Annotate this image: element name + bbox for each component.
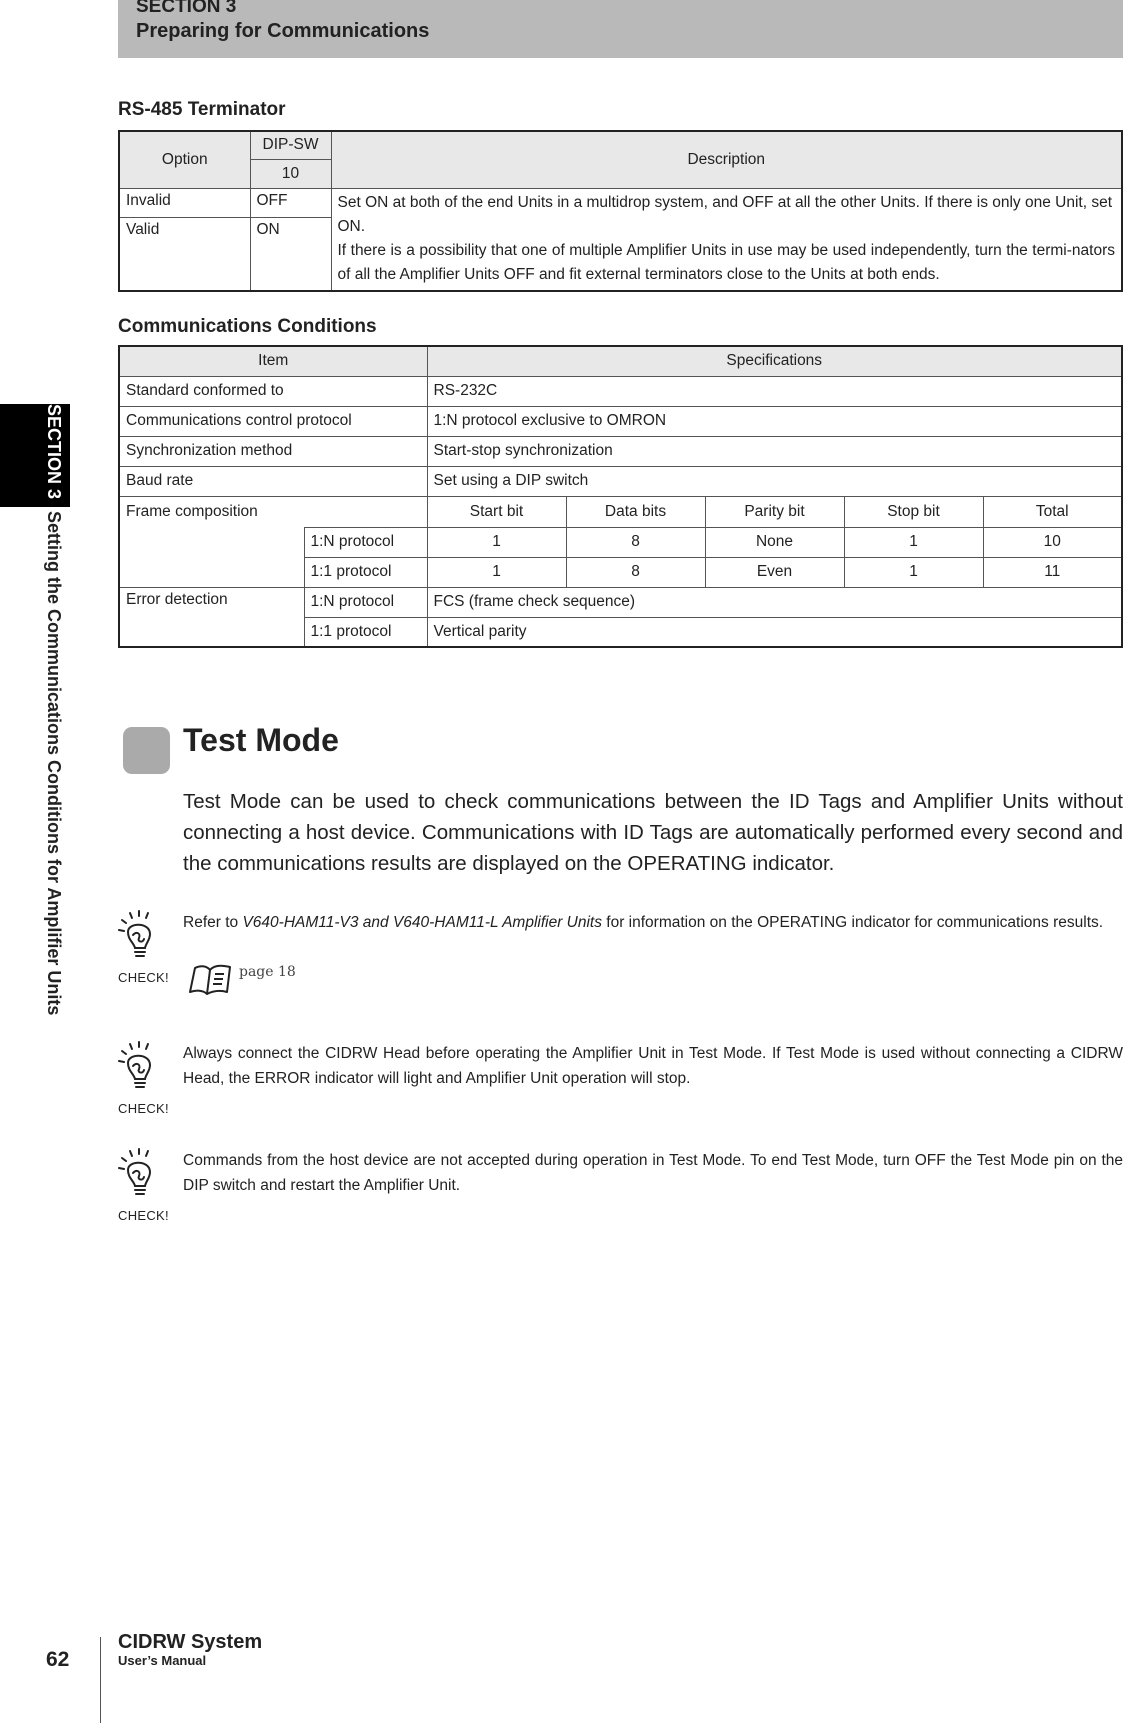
footer-divider — [100, 1637, 101, 1723]
check-lightbulb-icon — [118, 910, 173, 990]
comm-error-label: Error detection — [119, 587, 304, 647]
side-title: Setting the Communications Conditions for Amplifier Units — [44, 511, 64, 1016]
comm-standard-value: RS-232C — [427, 376, 1122, 406]
rs485-description-line2: If there is a possibility that one of multiple Amplifier Units in use may be used independently, turn the termi-nators of all the Amplifier Units OFF and fit external terminators close to the Units at both ends. — [337, 241, 1115, 283]
footer-product: CIDRW System — [118, 1631, 263, 1653]
test-mode-title: Test Mode — [183, 722, 339, 758]
section-marker-icon — [123, 727, 170, 774]
side-section-label: SECTION 3 — [44, 404, 64, 500]
comm-header-item: Item — [119, 346, 427, 376]
comm-baud-value: Set using a DIP switch — [427, 466, 1122, 496]
frame-header-parity-bit: Parity bit — [705, 496, 844, 527]
comm-sync-value: Start-stop synchronization — [427, 436, 1122, 466]
check-label: CHECK! — [118, 1208, 169, 1223]
rs485-description — [331, 188, 1122, 291]
rs485-dip-off: OFF — [250, 188, 331, 217]
page-reference[interactable] — [187, 962, 296, 1001]
comm-title: Communications Conditions — [118, 316, 377, 337]
comm-table — [118, 345, 1123, 648]
note-3-text: Commands from the host device are not accepted during operation in Test Mode. To end Test Mode, turn OFF the Test Mode pin on the DIP switch and restart the Amplifier Unit. — [183, 1152, 1123, 1194]
page-header — [118, 0, 1123, 58]
rs485-table — [118, 130, 1123, 292]
rs485-dip-on: ON — [250, 217, 331, 290]
frame-header-data-bits: Data bits — [566, 496, 705, 527]
frame-cell: 8 — [566, 527, 705, 557]
comm-standard-label: Standard conformed to — [119, 376, 427, 406]
footer-manual: User’s Manual — [118, 1653, 207, 1668]
frame-header-start-bit: Start bit — [427, 496, 566, 527]
frame-cell: 1 — [427, 557, 566, 587]
frame-row-name: 1:N protocol — [304, 527, 427, 557]
frame-cell: 1 — [844, 557, 983, 587]
frame-row-name: 1:1 protocol — [304, 557, 427, 587]
table-row — [119, 587, 1122, 617]
frame-header-total: Total — [983, 496, 1122, 527]
comm-protocol-label: Communications control protocol — [119, 406, 427, 436]
frame-cell: 11 — [983, 557, 1122, 587]
frame-cell: 8 — [566, 557, 705, 587]
header-section-title: Preparing for Communications — [136, 20, 430, 42]
table-row — [119, 527, 1122, 557]
comm-header-spec: Specifications — [427, 346, 1122, 376]
rs485-header-option: Option — [119, 131, 250, 188]
note-1-text: Refer to V640-HAM11-V3 and V640-HAM11-L Amplifier Units for information on the OPERATING indicator for communications results. — [183, 914, 1104, 931]
comm-baud-label: Baud rate — [119, 466, 427, 496]
frame-cell: Even — [705, 557, 844, 587]
comm-sync-label: Synchronization method — [119, 436, 427, 466]
test-mode-body: Test Mode can be used to check communications between the ID Tags and Amplifier Units without connecting a host device. Communications with ID Tags are automatically performed every second and the communications results are displayed on the OPERATING indicator. — [183, 790, 1123, 875]
error-row-name: 1:N protocol — [304, 587, 427, 617]
rs485-option-valid: Valid — [119, 217, 250, 290]
comm-frame-label: Frame composition — [119, 496, 427, 527]
note-1-reference: V640-HAM11-V3 and V640-HAM11-L Amplifier Units — [242, 914, 602, 931]
rs485-description-line1: Set ON at both of the end Units in a multidrop system, and OFF at all the other Units. If there is only one Unit, set ON. — [337, 193, 1113, 235]
rs485-header-description: Description — [331, 131, 1122, 188]
error-row-name: 1:1 protocol — [304, 617, 427, 647]
comm-protocol-value: 1:N protocol exclusive to OMRON — [427, 406, 1122, 436]
note-2-text: Always connect the CIDRW Head before operating the Amplifier Unit in Test Mode. If Test Mode is used without connecting a CIDRW Head, the ERROR indicator will light and Amplifier Unit operation will stop. — [183, 1045, 1123, 1087]
error-row-value: Vertical parity — [427, 617, 1122, 647]
page-reference-text: page 18 — [239, 964, 296, 980]
check-label: CHECK! — [118, 1101, 169, 1116]
rs485-option-invalid: Invalid — [119, 188, 250, 217]
side-section-title — [44, 404, 64, 1015]
error-row-value: FCS (frame check sequence) — [427, 587, 1122, 617]
book-icon — [187, 962, 233, 996]
rs485-header-dipsw-no: 10 — [250, 159, 331, 188]
frame-cell: 10 — [983, 527, 1122, 557]
check-label: CHECK! — [118, 970, 169, 985]
page-number: 62 — [46, 1648, 70, 1671]
frame-cell: 1 — [844, 527, 983, 557]
frame-cell: 1 — [427, 527, 566, 557]
frame-cell: None — [705, 527, 844, 557]
rs485-header-dipsw: DIP-SW — [250, 131, 331, 159]
check-lightbulb-icon — [118, 1148, 173, 1228]
rs485-title: RS-485 Terminator — [118, 99, 286, 120]
frame-header-stop-bit: Stop bit — [844, 496, 983, 527]
header-section-label: SECTION 3 — [136, 0, 237, 17]
check-lightbulb-icon — [118, 1041, 173, 1121]
